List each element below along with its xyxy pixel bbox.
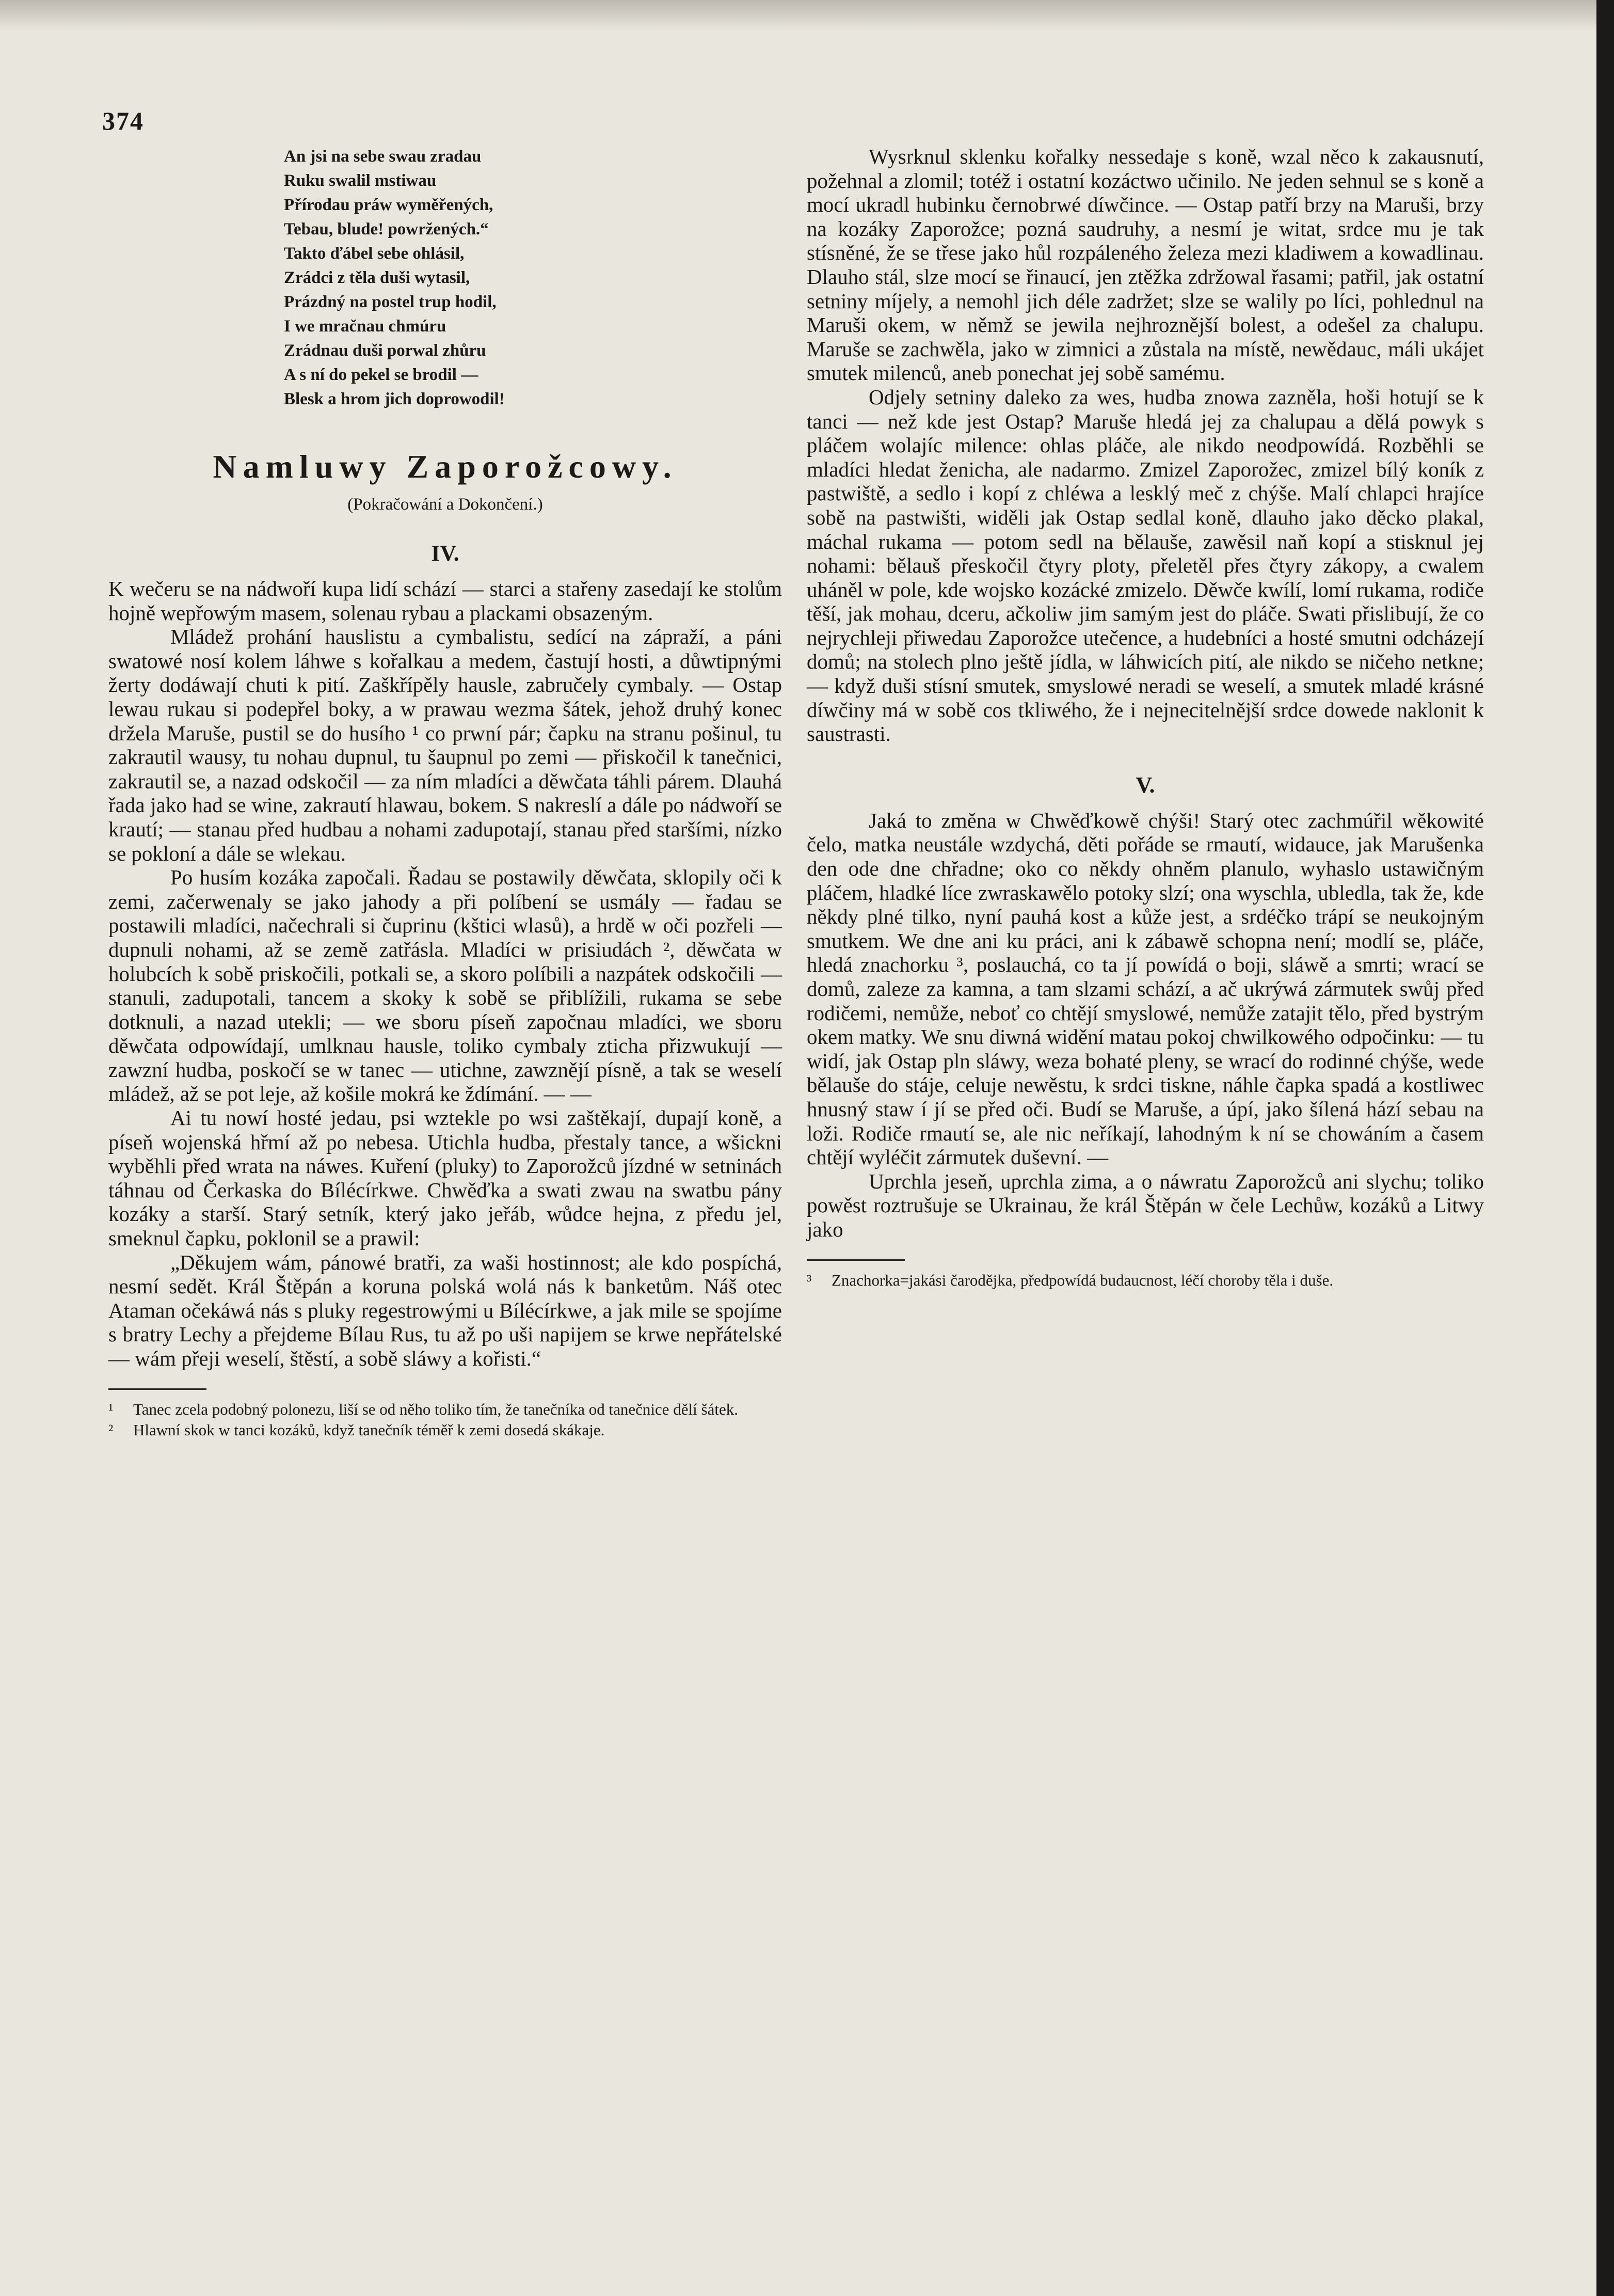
paragraph: Po husím kozáka započali. Řadau se postawily děwčata, sklopily oči k zemi, začerwenaly se jako jahody a při políbení se usmály — řadau se postawili mladíci, načechrali si čuprinu (kštici wlasů), a hrdě w oči pozřeli — dupnuli nohami, až se země zatřásla. Mladíci w prisiudách ², děwčata w holubcích k sobě priskočili, potkali se, a skoro políbili a nazpátek odskočili — stanuli, zadupotali, tancem a skoky k sobě se přiblížili, rukama se sebe dotknuli, a nazad utekli; — we sboru píseň započnau mladíci, we sboru děwčata odpowídají, umlknau hausle, toliko cymbaly zticha přizwukují — zawzní hudba, poskočí se w tanec — utichne, zawznějí písně, a tak se weselí mládež, až se pot leje, až košile mokrá ke ždímání. — — <box>108 865 782 1106</box>
poem-line: An jsi na sebe swau zradau <box>284 147 482 166</box>
poem-line: Takto ďábel sebe ohlásil, <box>284 244 465 263</box>
poem-line: Přírodau práw wyměřených, <box>284 196 493 214</box>
poem-line: Zrádnau duši porwal zhůru <box>284 341 486 360</box>
footnote <box>108 1399 782 1420</box>
footnote-text: Hlawní skok w tanci kozáků, když tanečník téměř k zemi dosedá skákaje. <box>133 1420 605 1439</box>
poem-line: Ruku swalil mstiwau <box>284 171 437 190</box>
page-number: 374 <box>102 106 144 135</box>
page-right-edge <box>1596 0 1614 2296</box>
paragraph: K wečeru se na nádwoří kupa lidí schází — starci a stařeny zasedají ke stolům hojně wepřowým masem, solenau rybau a plackami obsazeným. <box>108 577 782 625</box>
section-heading-v: V. <box>1136 772 1155 798</box>
footnote-divider <box>807 1259 905 1261</box>
poem-stanza <box>284 145 782 411</box>
article-title: Namluwy Zaporožcowy. <box>213 448 678 485</box>
paragraph: Wysrknul sklenku kořalky nessedaje s koně, wzal něco k zakausnutí, požehnal a zlomil; totéž i ostatní kozáctwo učinilo. Ne jeden sehnul se s koně a mocí ukradl hubinku černobrwé díwčince. — Ostap patří brzy na Maruši, brzy na kozáky Zaporožce; pozná saudruhy, a nesmí je witat, srdce mu je tak stísněné, že se třese jako hůl rozpáleného železa mezi kladiwem a kowadlinau. Dlauho stál, slze mocí se řinaucí, jen ztěžka zdržowal řasami; patřil, jak ostatní setniny míjely, a nemohl jich déle zadržet; slze se walily po líci, pohlednul na Maruši okem, w němž se jewila nejhroznější bolest, a odešel za chalupu. Maruše se zachwěla, jako w zimnici a zůstala na místě, newědauc, máli ukájet smutek milenců, aneb ponechat jej sobě samému. <box>807 145 1484 385</box>
footnote-marker: ² <box>108 1420 114 1439</box>
poem-line: Prázdný na postel trup hodil, <box>284 293 497 311</box>
footnote <box>108 1420 782 1440</box>
section-heading-iv: IV. <box>431 541 459 566</box>
paragraph: Mládež prohání hauslistu a cymbalistu, sedící na zápraží, a páni swatowé nosí kolem láhwe s kořalkau a medem, častují hosti, a důwtipnými žerty dodáwají chuti k pití. Zaškřípěly hausle, zabručely cymbaly. — Ostap lewau rukau si podepřel boky, a w prawau wezma šátek, jehož druhý konec držela Maruše, pustil se do husího ¹ co prwní pár; čapku na stranu pošinul, tu zakrautil wausy, tu nohau dupnul, tu šaupnul po zemi — přiskočil k tanečnici, zakrautil se, a nazad odskočil — za ním mladíci a děwčata táhli párem. Dlauhá řada jako had se wine, zakrautí hlawau, bokem. S nakreslí a dále po nádwoří se krautí; — stanau před hudbau a nohami zadupotají, stanau před staršími, nízko se pokloní a dále se wlekau. <box>108 625 782 865</box>
poem-line: I we mračnau chmúru <box>284 317 446 336</box>
poem-line: A s ní do pekel se brodil — <box>284 366 478 384</box>
right-column <box>807 145 1484 1291</box>
poem-line: Blesk a hrom jich doprowodil! <box>284 390 505 408</box>
left-column <box>108 145 782 1440</box>
page-top-shadow <box>0 0 1614 31</box>
footnote-text: Tanec zcela podobný polonezu, liší se od něho toliko tím, že tanečníka od tanečnice dělí šátek. <box>133 1400 738 1418</box>
paragraph: „Děkujem wám, pánowé bratři, za waši hostinnost; ale kdo pospíchá, nesmí sedět. Král Štěpán a koruna polská wolá nás k banketům. Náš otec Ataman očekáwá nás s pluky regestrowými u Bílécírkwe, a jak mile se spojíme s bratry Lechy a přejdeme Bílau Rus, tu až po uši napijem se krwe nepřátelské — wám přeji weselí, štěstí, a sobě sláwy a kořisti.“ <box>108 1250 782 1370</box>
article-subtitle: (Pokračowání a Dokončení.) <box>347 495 543 514</box>
paragraph: Ai tu nowí hosté jedau, psi wztekle po wsi zaštěkají, dupají koně, a píseň wojenská hřmí až po nebesa. Utichla hudba, přestaly tance, a wšickni wyběhli před wrata na náwes. Kuření (pluky) to Zaporožců jízdné w setninách táhnau od Čerkaska do Bílécírkwe. Chwěďka a swati zwau na swatbu pány kozáky a starší. Starý setník, který jako jeřáb, wůdce hejna, z předu jel, smeknul čapku, poklonil se a prawil: <box>108 1106 782 1250</box>
footnote-text: Znachorka=jakási čarodějka, předpowídá budaucnost, léčí choroby těla i duše. <box>832 1271 1334 1289</box>
paragraph: Uprchla jeseň, uprchla zima, a o náwratu Zaporožců ani slychu; toliko powěst roztrušuje se Ukrainau, že král Štěpán w čele Lechůw, kozáků a Litwy jako <box>807 1169 1484 1241</box>
paragraph: Odjely setniny daleko za wes, hudba znowa zazněla, hoši hotují se k tanci — než kde jest Ostap? Maruše hledá jej za chalupau a dělá powyk s pláčem wolajíc milence: ohlas pláče, ale nikdo neodpowídá. Rozběhli se mladíci hledat ženicha, ale nadarmo. Zmizel Zaporožec, zmizel bílý koník z pastwiště, a sedlo i kopí z chléwa a lesklý meč z chýše. Malí chlapci hrajíce sobě na pastwišti, widěli jak Ostap sedlal koně, dlauho jako děcko plakal, máchal rukama — potom sedl na bělauše, zawěsil naň kopí a stisknul jej nohami: bělauš přeskočil čtyry ploty, přeletěl přes čtyry zákopy, a cwalem uháněl w pole, kde wojsko kozácké zmizelo. Děwče kwílí, lomí rukama, rodiče těší, jak mohau, dceru, ačkoliw jim samým jest do pláče. Swati přislibují, že co nejrychleji přiwedau Zaporožce utečence, a hudebníci a hosté smutni odcházejí domů; na stolech plno ještě jídla, w láhwicích pití, ale nikdo se ničeho netkne; — když duši stísní smutek, smyslowé neradi se weselí, a smutek mladé krásné díwčiny má w sobě cos tkliwého, že i nejnecitelnější srdce dowede naklonit k saustrasti. <box>807 385 1484 746</box>
footnote-divider <box>108 1388 206 1390</box>
poem-line: Tebau, bludе! powržených.“ <box>284 220 489 239</box>
footnote <box>807 1270 1484 1291</box>
footnote-marker: ³ <box>807 1271 812 1289</box>
paragraph: Jaká to změna w Chwěďkowě chýši! Starý otec zachmúřil wěkowité čelo, matka neustále wzdychá, děti pořáde se rmautí, widauce, jak Marušenka den ode dne chřadne; oko co někdy ohněm planulo, wyhaslo ustawičným pláčem, hladké líce zwraskawělo potoky slzí; ona wyschla, ubledla, tak že, kde někdy plné tilko, nyní pauhá kost a kůže jest, a srdéčko trápí se neukojným smutkem. We dne ani ku práci, ani k zábawě schopna není; modlí se, pláče, hledá znachorku ³, poslauchá, co ta jí powídá o boji, sláwě a smrti; wrací se domů, zaleze za kamna, a tam slzami schází, a ač ukrýwá zármutek swůj před rodičemi, nemůže, neboť co chtějí smyslowé, nemůže zatajit tělo, před bystrým okem matky. We snu diwná widění matau pokoj chwilkowého odpočinku: — tu widí, jak Ostap pln sláwy, weza bohaté pleny, se wrací do rodinné chýše, wede bělauše do stáje, celuje newěstu, k srdci tiskne, náhle čapka spadá a kostliwec hnusný staw í jí se před oči. Budí se Maruše, a úpí, jako šílená hází sebau na loži. Rodiče rmautí se, ale nic neříkají, lahodným k ní se chowáním a časem chtějí wyléčit zármutek duševní. — <box>807 808 1484 1169</box>
poem-line: Zrádci z těla duši wytasil, <box>284 268 470 287</box>
footnote-marker: ¹ <box>108 1400 114 1418</box>
